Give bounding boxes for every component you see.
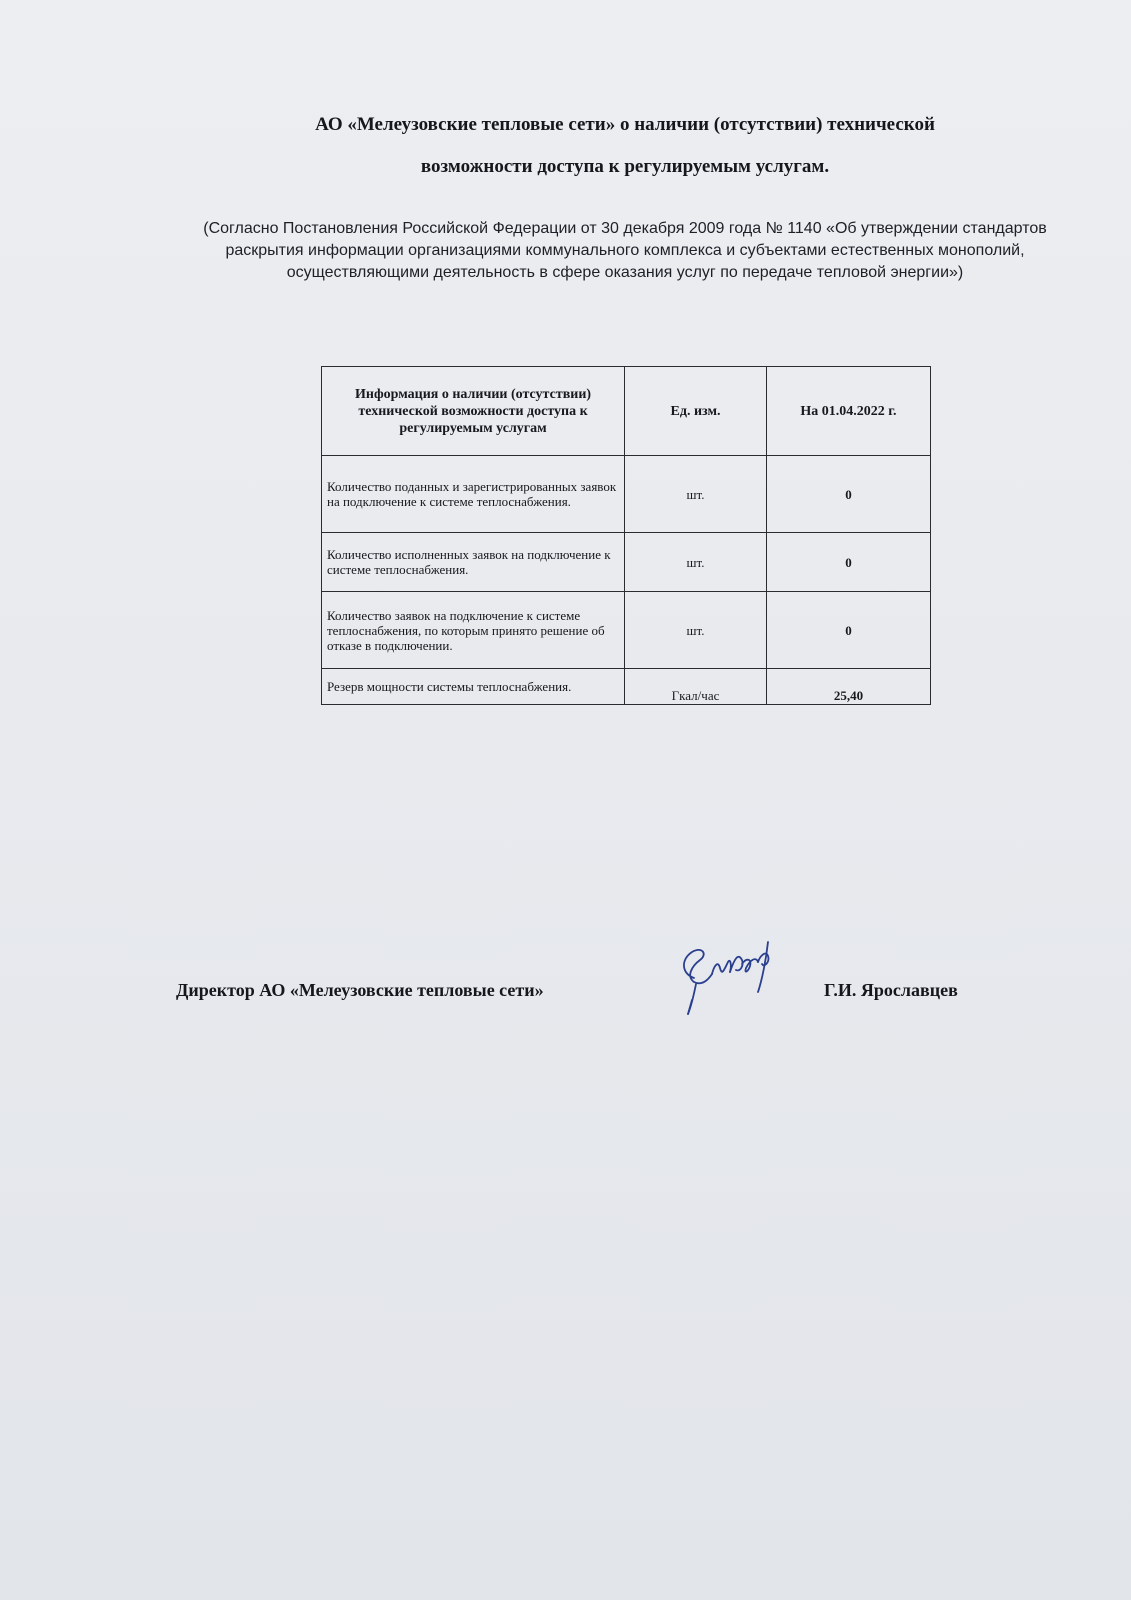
document-title [180, 104, 1070, 188]
table-header-row [322, 367, 931, 456]
signature-strokes [684, 942, 768, 1014]
table-row [322, 592, 931, 669]
row-name: Резерв мощности системы теплоснабжения. [322, 669, 625, 705]
signatory-name: Г.И. Ярославцев [824, 980, 958, 1000]
row-name: Количество поданных и зарегистрированных заявок на подключение к системе теплоснабжения. [322, 456, 625, 533]
row-unit: шт. [625, 533, 767, 592]
row-unit: шт. [625, 592, 767, 669]
handwritten-signature [672, 930, 782, 1030]
signatory-position: Директор АО «Мелеузовские тепловые сети» [176, 980, 544, 1000]
document-subtitle: (Согласно Постановления Российской Федерации от 30 декабря 2009 года № 1140 «Об утверждении стандартов раскрытия информации организациями коммунального комплекса и субъектами естественных монополий, осуществляющими деятельность в сфере оказания услуг по передаче тепловой энергии») [203, 220, 1047, 281]
table-row [322, 669, 931, 705]
info-table [321, 366, 931, 705]
title-line-1: АО «Мелеузовские тепловые сети» о наличии (отсутствии) технической [315, 114, 935, 135]
header-info: Информация о наличии (отсутствии) технической возможности доступа к регулируемым услугам [322, 367, 625, 456]
table-row [322, 456, 931, 533]
row-value: 0 [766, 456, 930, 533]
row-value: 25,40 [766, 669, 930, 705]
row-name: Количество заявок на подключение к системе теплоснабжения, по которым принято решение об отказе в подключении. [322, 592, 625, 669]
header-date: На 01.04.2022 г. [766, 367, 930, 456]
row-unit: Гкал/час [625, 669, 767, 705]
header-unit: Ед. изм. [625, 367, 767, 456]
title-line-2: возможности доступа к регулируемым услугам. [420, 156, 830, 177]
table-row [322, 533, 931, 592]
row-name: Количество исполненных заявок на подключение к системе теплоснабжения. [322, 533, 625, 592]
row-unit: шт. [625, 456, 767, 533]
row-value: 0 [766, 533, 930, 592]
row-value: 0 [766, 592, 930, 669]
